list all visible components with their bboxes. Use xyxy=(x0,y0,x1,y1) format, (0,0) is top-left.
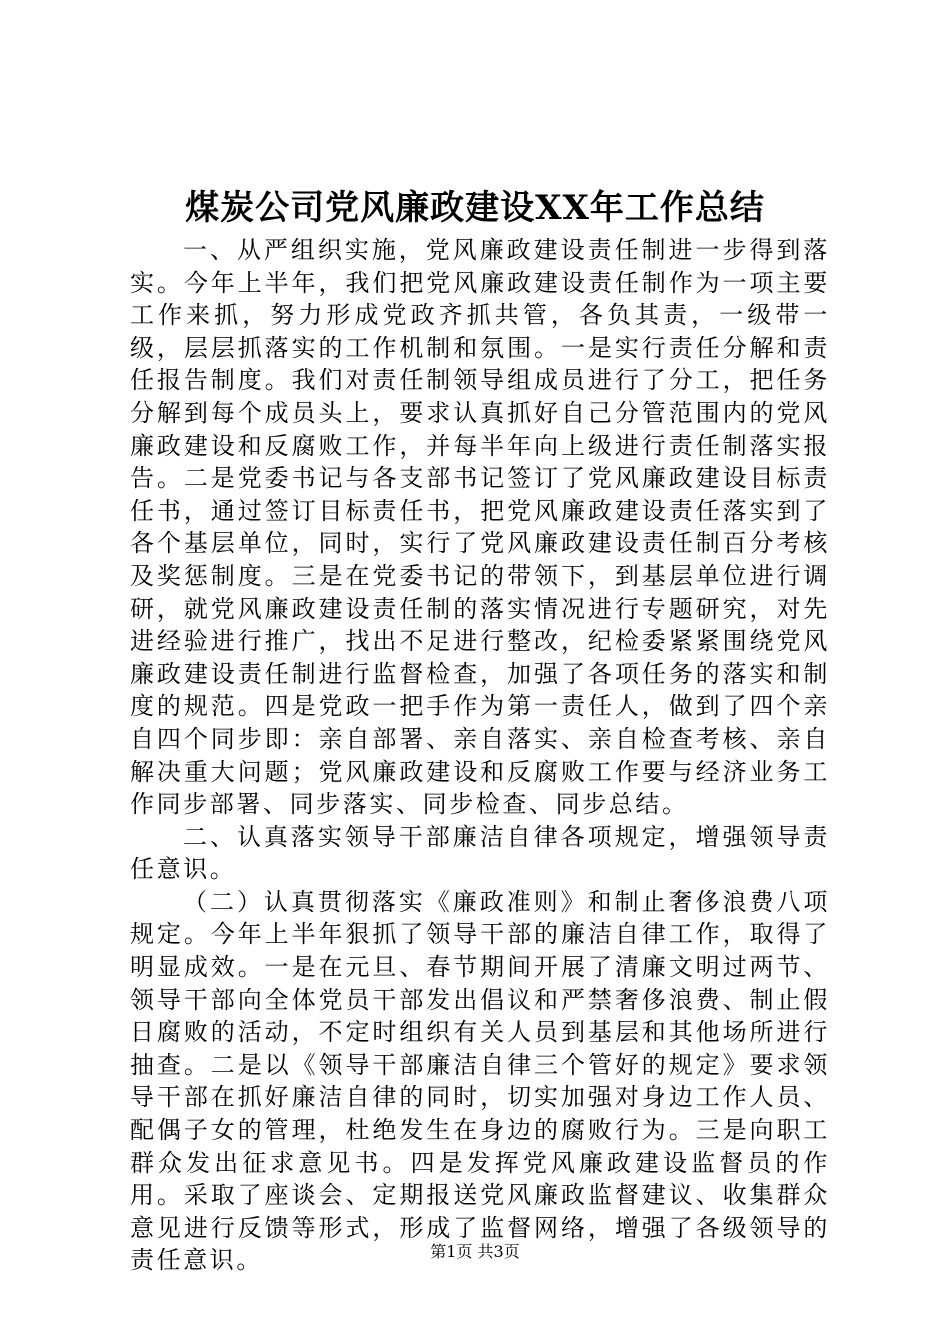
document-title: 煤炭公司党风廉政建设XX年工作总结 xyxy=(185,188,765,228)
document-body xyxy=(130,234,830,1277)
paragraph-3: （二）认真贯彻落实《廉政准则》和制止奢侈浪费八项规定。今年上半年狠抓了领导干部的廉洁自律工作，取得了明显成效。一是在元旦、春节期间开展了清廉文明过两节、领导干部向全体党员干部发出倡议和严禁奢侈浪费、制止假日腐败的活动，不定时组织有关人员到基层和其他场所进行抽查。二是以《领导干部廉洁自律三个管好的规定》要求领导干部在抓好廉洁自律的同时，切实加强对身边工作人员、配偶子女的管理，杜绝发生在身边的腐败行为。三是向职工群众发出征求意见书。四是发挥党风廉政建设监督员的作用。采取了座谈会、定期报送党风廉政监督建议、收集群众意见进行反馈等形式，形成了监督网络，增强了各级领导的责任意识。 xyxy=(130,887,830,1275)
paragraph-1: 一、从严组织实施，党风廉政建设责任制进一步得到落实。今年上半年，我们把党风廉政建设责任制作为一项主要工作来抓，努力形成党政齐抓共管，各负其责，一级带一级，层层抓落实的工作机制和氛围。一是实行责任分解和责任报告制度。我们对责任制领导组成员进行了分工，把任务分解到每个成员头上，要求认真抓好自己分管范围内的党风廉政建设和反腐败工作，并每半年向上级进行责任制落实报告。二是党委书记与各支部书记签订了党风廉政建设目标责任书，通过签订目标责任书，把党风廉政建设责任落实到了各个基层单位，同时，实行了党风廉政建设责任制百分考核及奖惩制度。三是在党委书记的带领下，到基层单位进行调研，就党风廉政建设责任制的落实情况进行专题研究，对先进经验进行推广，找出不足进行整改，纪检委紧紧围绕党风廉政建设责任制进行监督检查，加强了各项任务的落实和制度的规范。四是党政一把手作为第一责任人，做到了四个亲自四个同步即：亲自部署、亲自落实、亲自检查考核、亲自解决重大问题；党风廉政建设和反腐败工作要与经济业务工作同步部署、同步落实、同步检查、同步总结。 xyxy=(130,236,830,819)
page-footer: 第1页 共3页 xyxy=(430,1242,520,1261)
paragraph-2: 二、认真落实领导干部廉洁自律各项规定，增强领导责任意识。 xyxy=(130,822,830,884)
